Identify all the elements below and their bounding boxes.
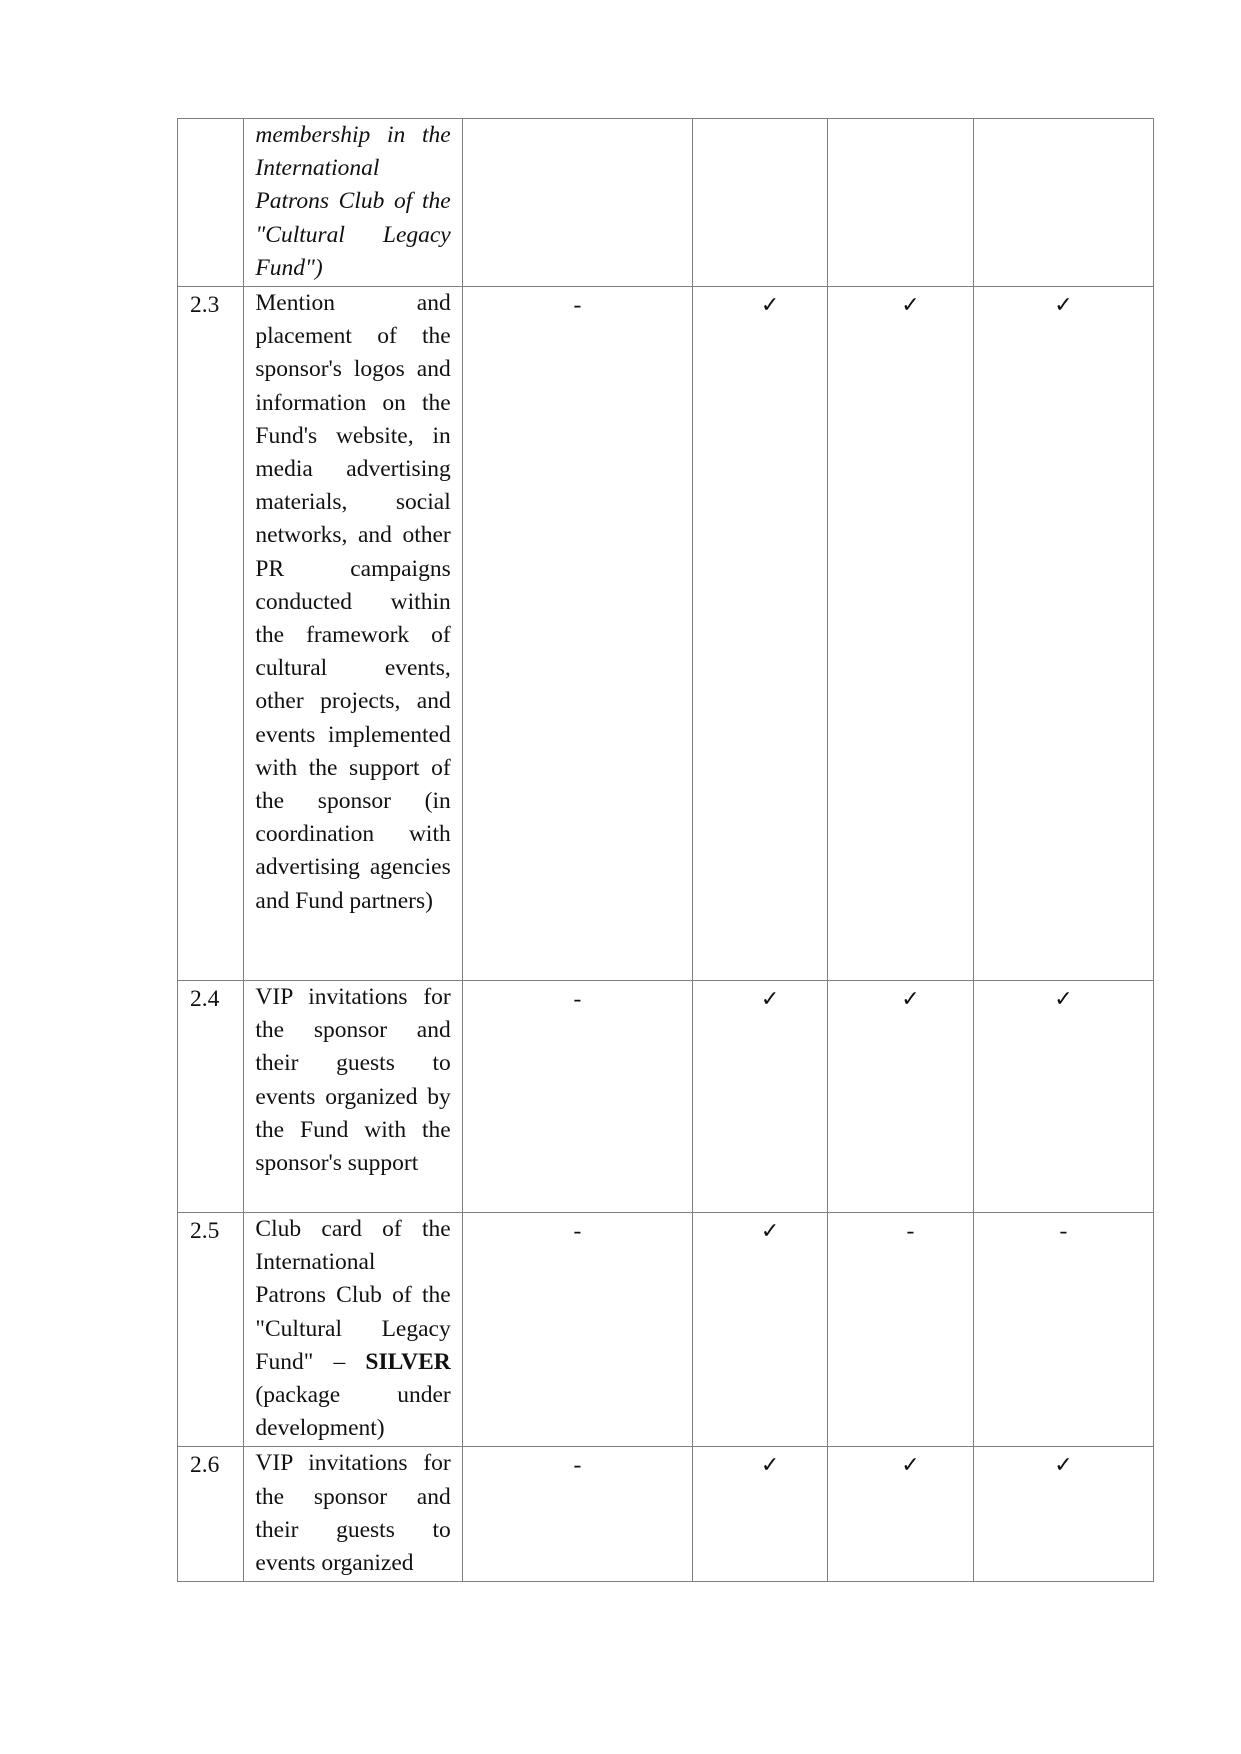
level-4-cell <box>973 1447 1153 1582</box>
level-2-cell <box>693 1213 828 1447</box>
card-tier-label: SILVER <box>365 1348 451 1375</box>
table-row <box>178 119 1154 287</box>
table-row <box>178 981 1154 1213</box>
level-2-cell <box>693 287 828 981</box>
description-text: membership in the International Patrons Club of the "Cultural Legacy Fund") <box>255 122 451 281</box>
description-text: Mention and placement of the sponsor's logos and information on the Fund's website, in media advertising materials, social networks, and other PR campaigns conducted within the framework of cultural events, other projects, and events implemented with the support of the sponsor (in coordination with advertising agencies and Fund partners) <box>255 290 451 914</box>
level-4-mark: - <box>1059 1218 1068 1245</box>
check-icon: ✓ <box>760 1219 780 1245</box>
level-1-cell <box>462 981 692 1213</box>
row-description <box>244 1447 462 1582</box>
level-1-mark: - <box>573 292 582 319</box>
sponsorship-benefits-table <box>177 118 1154 1582</box>
level-1-cell <box>462 1447 692 1582</box>
check-icon: ✓ <box>760 987 780 1013</box>
level-2-cell <box>693 1447 828 1582</box>
level-4-cell <box>973 287 1153 981</box>
row-description <box>244 981 462 1213</box>
level-3-cell <box>827 119 973 287</box>
level-3-cell <box>827 1447 973 1582</box>
description-text: (package under development) <box>255 1382 451 1442</box>
check-icon: ✓ <box>1054 293 1073 319</box>
level-3-cell <box>827 981 973 1213</box>
row-number <box>178 119 244 287</box>
check-icon: ✓ <box>1054 1453 1073 1479</box>
check-icon: ✓ <box>1054 987 1073 1013</box>
row-number: 2.6 <box>178 1447 244 1582</box>
row-description <box>244 287 462 981</box>
level-4-cell <box>973 981 1153 1213</box>
table-row <box>178 1447 1154 1582</box>
level-1-cell <box>462 1213 692 1447</box>
check-icon: ✓ <box>901 1453 920 1479</box>
level-4-cell <box>973 1213 1153 1447</box>
check-icon: ✓ <box>901 987 920 1013</box>
level-4-cell <box>973 119 1153 287</box>
level-2-cell <box>693 981 828 1213</box>
table-row <box>178 287 1154 981</box>
description-text: VIP invitations for the sponsor and their guests to events organized <box>255 1450 451 1577</box>
row-number: 2.4 <box>178 981 244 1213</box>
level-2-cell <box>693 119 828 287</box>
row-number: 2.5 <box>178 1213 244 1447</box>
description-text: VIP invitations for the sponsor and their guests to events organized by the Fund with the sponsor's support <box>255 984 451 1177</box>
level-1-mark: - <box>573 1218 582 1245</box>
level-1-cell <box>462 119 692 287</box>
level-1-mark: - <box>573 1452 582 1479</box>
row-number: 2.3 <box>178 287 244 981</box>
level-1-mark: - <box>573 986 582 1013</box>
level-3-cell <box>827 287 973 981</box>
row-description <box>244 1213 462 1447</box>
check-icon: ✓ <box>901 293 920 319</box>
check-icon: ✓ <box>760 1453 780 1479</box>
table-row <box>178 1213 1154 1447</box>
check-icon: ✓ <box>760 293 780 319</box>
level-1-cell <box>462 287 692 981</box>
level-3-mark: - <box>906 1218 915 1245</box>
description-text: Club card of the International Patrons Club of the "Cultural Legacy Fund" – <box>255 1216 451 1375</box>
level-3-cell <box>827 1213 973 1447</box>
row-description <box>244 119 462 287</box>
